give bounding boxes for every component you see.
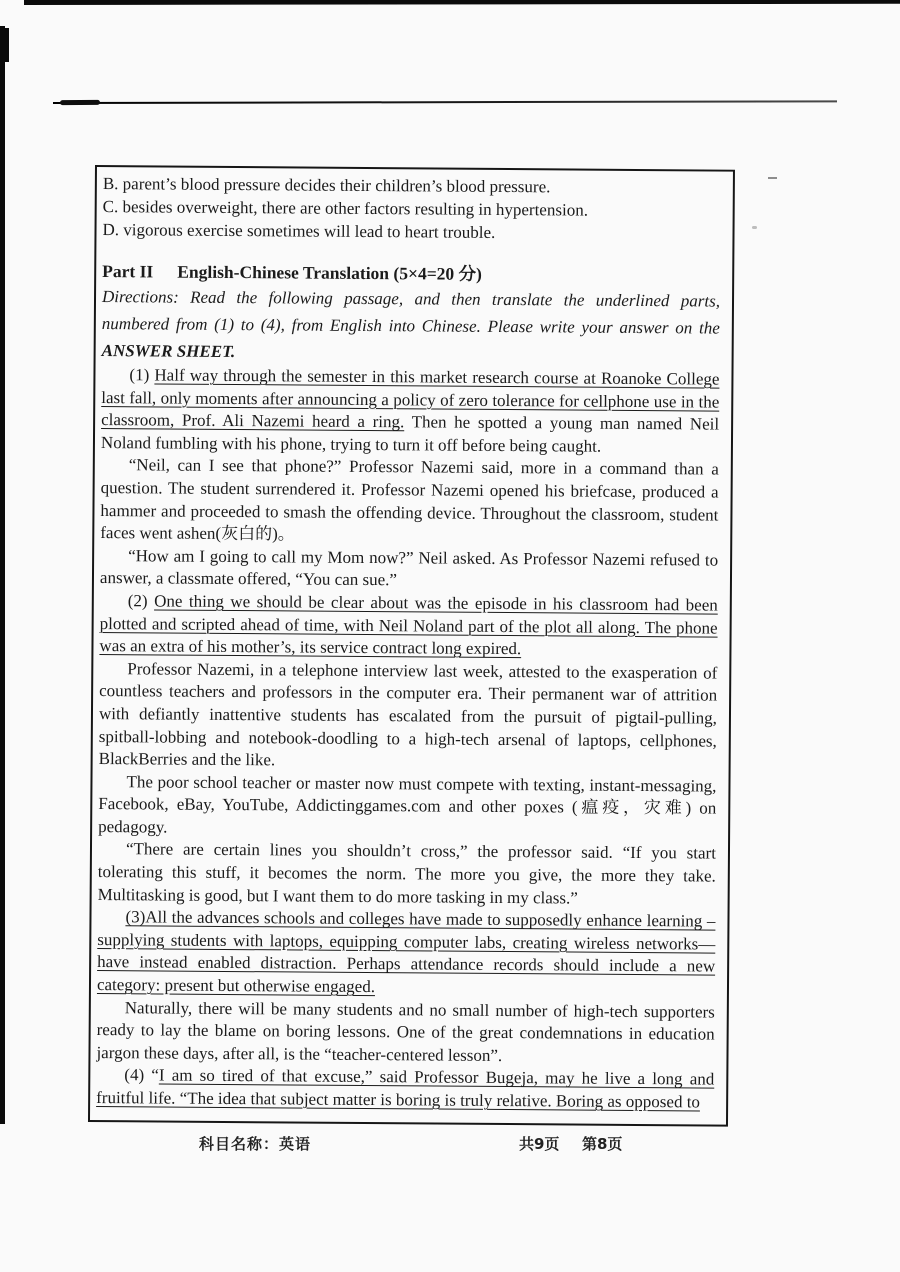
passage-paragraph-10 (96, 1064, 714, 1114)
part2-heading-title: English-Chinese Translation (5×4=20 分) (177, 261, 483, 284)
text-segment: The poor school teacher or master now must compete with texting, instant-messaging, Facebook, eBay, YouTube, Addictinggames.com and other poxes (瘟疫，灾难) on pedagogy. (98, 771, 717, 837)
text-segment: (4) “ (124, 1065, 159, 1085)
passage (96, 364, 719, 1114)
text-segment: Naturally, there will be many students and no small number of high-tech supporters ready to lay the blame on boring lessons. One of the great condemnations in education jargon these days, after all, is the “teacher-centered lesson”. (96, 997, 715, 1065)
text-segment: Then he spotted a young man named Neil Noland fumbling with his phone, trying to turn it off before being caught. (100, 412, 720, 456)
text-segment: Professor Nazemi, in a telephone interview last week, attested to the exasperation of countless teachers and professors in the computer era. Their permanent war of attrition with defiantly inattentive students has escalated from the pursuit of pigtail-pulling, spitball-lobbing and notebook-doodling to a high-tech arsenal of laptops, cellphones, BlackBerries and the like. (98, 658, 718, 770)
part2-heading-label: Part II (102, 261, 154, 282)
passage-paragraph-1 (101, 364, 720, 459)
passage-paragraph-5 (99, 658, 718, 775)
passage-paragraph-6 (98, 771, 716, 843)
text-segment: “How am I going to call my Mom now?” Neil asked. As Professor Nazemi refused to answer, a classmate offered, “You can sue.” (99, 546, 719, 590)
footer-total-pages: 共9页 (519, 1135, 560, 1153)
scan-edge-left (0, 26, 5, 1124)
footer-subject-name: 科目名称：英语 (199, 1135, 312, 1153)
text-segment: (2) (127, 591, 155, 611)
passage-paragraph-8 (97, 906, 716, 1001)
scan-speck (768, 177, 777, 179)
scan-speck (752, 226, 757, 229)
scan-edge-top (24, 0, 900, 5)
underlined-segment-3: (3)All the advances schools and colleges have made to supposedly enhance learning –supplying students with laptops, equipping computer labs, creating wireless networks—have instead enabled distraction. Perhaps attendance records should include a new category: present but otherwise engaged. (96, 907, 716, 997)
directions-body: Directions: Read the following passage, and then translate the underlined parts, numbered from (1) to (4), from English into Chinese. Please write your answer on the (101, 287, 721, 338)
header-rule-ink-blob (60, 100, 100, 105)
option-b: B. parent’s blood pressure decides their children’s blood pressure. (102, 174, 551, 197)
underlined-segment-4: I am so tired of that excuse,” said Professor Bugeja, may he live a long and fruitful life. “The idea that subject matter is boring is truly relative. Boring as opposed to (96, 1065, 715, 1112)
exam-content-box (88, 165, 735, 1127)
text-segment: “There are certain lines you shouldn’t cross,” the professor said. “If you start tolerating this stuff, it becomes the norm. The more you give, the more they take. Multitasking is good, but I want them to do more tasking in my class.” (97, 839, 717, 908)
option-d: D. vigorous exercise sometimes will lead to heart trouble. (102, 220, 496, 242)
passage-paragraph-3 (100, 545, 718, 595)
scan-edge-left-nub (0, 28, 9, 62)
option-c: C. besides overweight, there are other factors resulting in hypertension. (102, 197, 589, 220)
passage-paragraph-9 (96, 997, 714, 1069)
directions-text (102, 283, 721, 369)
passage-paragraph-2 (100, 454, 719, 549)
passage-paragraph-7 (98, 839, 716, 911)
footer-page-number: 第8页 (582, 1135, 623, 1153)
underlined-segment-2: One thing we should be clear about was the episode in his classroom had been plotted and scripted ahead of time, with Neil Noland part of the plot all along. The phone was an extra of his mother’s, its service contract long expired. (99, 591, 718, 659)
passage-paragraph-4 (99, 590, 717, 662)
text-segment: “Neil, can I see that phone?” Professor Nazemi said, more in a command than a question. The student surrendered it. Professor Nazemi opened his briefcase, produced a hammer and proceeded to smash the offending device. Throughout the classroom, student faces went ashen(灰白的)。 (100, 455, 719, 544)
text-segment: (1) (129, 365, 155, 385)
header-rule (53, 100, 837, 104)
answer-options (102, 172, 720, 246)
directions-answer-sheet: ANSWER SHEET. (101, 341, 236, 362)
underlined-segment-1: Half way through the semester in this market research course at Roanoke College last fall, only moments after announcing a policy of zero tolerance for cellphone use in the classroom, Prof. Ali Nazemi heard a ring. (101, 365, 720, 432)
